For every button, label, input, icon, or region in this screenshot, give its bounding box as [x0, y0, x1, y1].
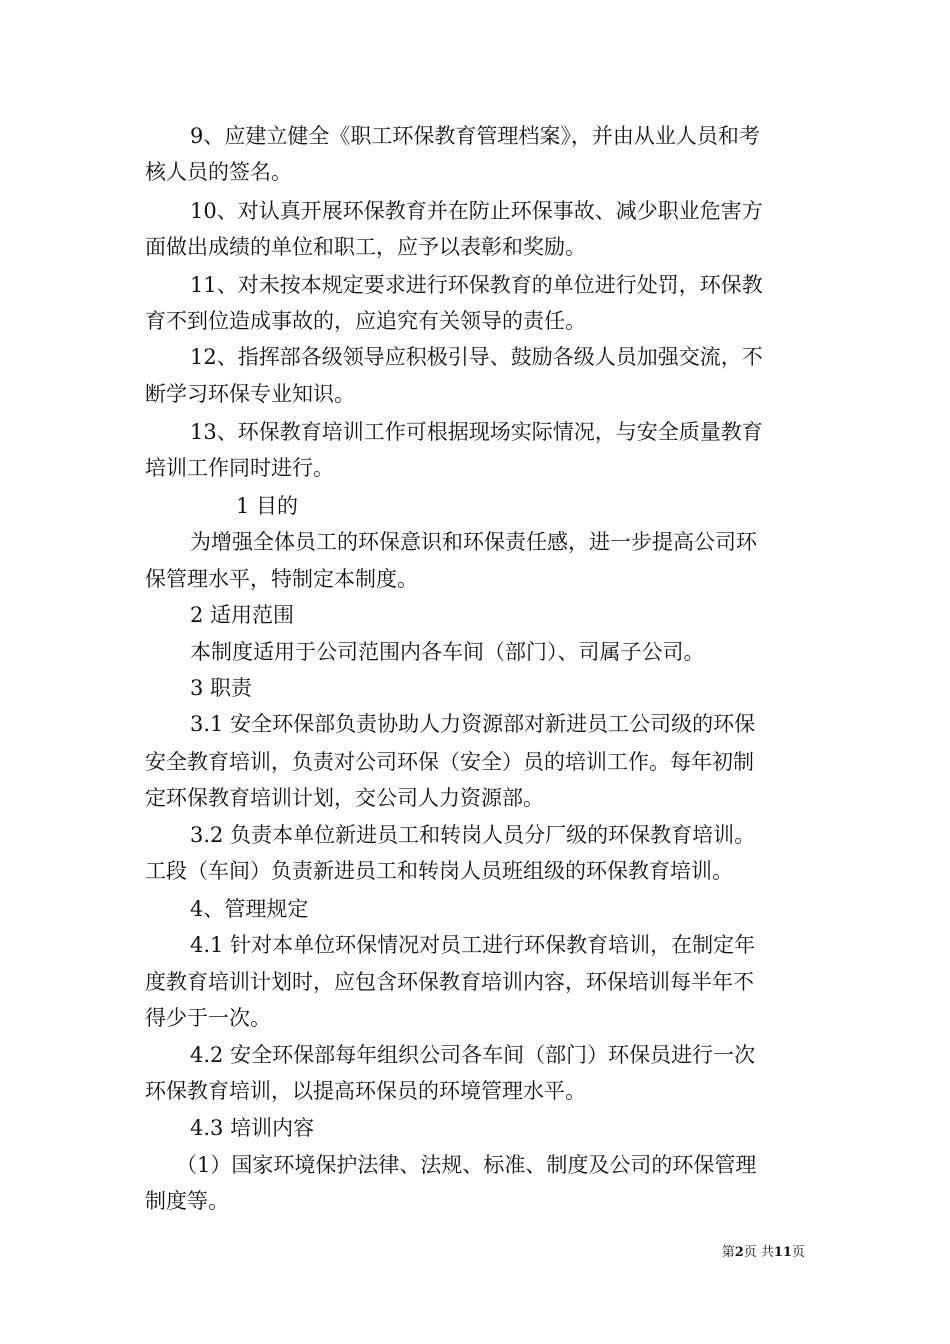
text-line: 4.2 安全环保部每年组织公司各车间（部门）环保员进行一次: [190, 1043, 756, 1067]
text-line: 10、对认真开展环保教育并在防止环保事故、减少职业危害方: [190, 199, 763, 223]
text-line: 制度等。: [145, 1189, 229, 1213]
text-line: （1）国家环境保护法律、法规、标准、制度及公司的环保管理: [176, 1153, 757, 1177]
section-heading: 4.3 培训内容: [190, 1116, 315, 1140]
text-line: 3.1 安全环保部负责协助人力资源部对新进员工公司级的环保: [190, 712, 756, 736]
text-line: 12、指挥部各级领导应积极引导、鼓励各级人员加强交流，不: [190, 345, 763, 369]
text-line: 13、环保教育培训工作可根据现场实际情况，与安全质量教育: [190, 420, 763, 444]
text-line: 工段（车间）负责新进员工和转岗人员班组级的环保教育培训。: [145, 859, 733, 883]
page-number-footer: [560, 1244, 805, 1262]
text-line: 度教育培训计划时，应包含环保教育培训内容，环保培训每半年不: [145, 970, 754, 994]
section-heading: 1 目的: [236, 494, 299, 518]
text-line: 9、应建立健全《职工环保教育管理档案》，并由从业人员和考: [190, 124, 760, 148]
text-line: 为增强全体员工的环保意识和环保责任感，进一步提高公司环: [190, 530, 757, 554]
footer-middle: 页 共: [743, 1245, 774, 1260]
text-line: 4.1 针对本单位环保情况对员工进行环保教育培训，在制定年: [190, 933, 756, 957]
section-heading: 2 适用范围: [190, 603, 295, 627]
text-line: 断学习环保专业知识。: [145, 382, 355, 406]
text-line: 3.2 负责本单位新进员工和转岗人员分厂级的环保教育培训。: [190, 823, 756, 847]
text-line: 培训工作同时进行。: [145, 456, 334, 480]
text-line: 本制度适用于公司范围内各车间（部门）、司属子公司。: [190, 640, 705, 664]
footer-suffix: 页: [791, 1245, 805, 1260]
text-line: 面做出成绩的单位和职工，应予以表彰和奖励。: [145, 235, 586, 259]
text-line: 保管理水平，特制定本制度。: [145, 567, 418, 591]
total-pages-number: 11: [773, 1245, 792, 1260]
text-line: 安全教育培训，负责对公司环保（安全）员的培训工作。每年初制: [145, 750, 754, 774]
text-line: 得少于一次。: [145, 1006, 271, 1030]
footer-prefix: 第: [721, 1245, 735, 1260]
text-line: 核人员的签名。: [145, 160, 292, 184]
text-line: 定环保教育培训计划，交公司人力资源部。: [145, 786, 544, 810]
section-heading: 3 职责: [190, 676, 253, 700]
text-line: 育不到位造成事故的，应追究有关领导的责任。: [145, 309, 586, 333]
text-line: 环保教育培训，以提高环保员的环境管理水平。: [145, 1079, 586, 1103]
current-page-number: 2: [734, 1245, 744, 1260]
text-line: 11、对未按本规定要求进行环保教育的单位进行处罚，环保教: [190, 273, 763, 297]
section-heading: 4、管理规定: [190, 897, 309, 921]
